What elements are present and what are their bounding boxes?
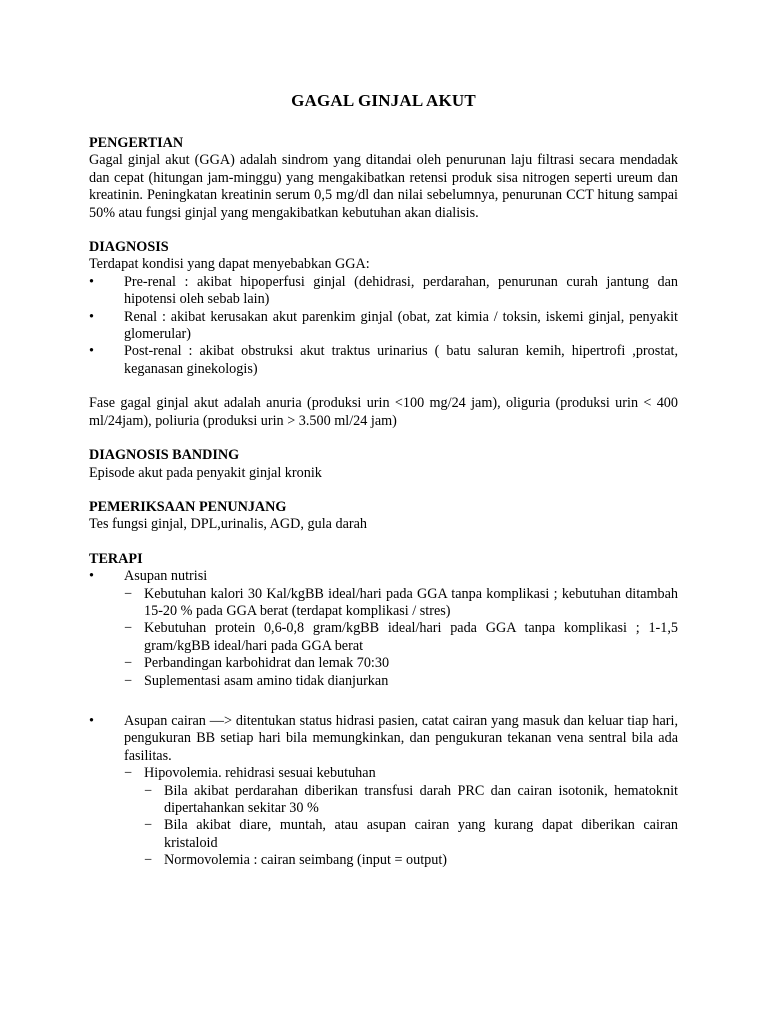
section-terapi [89, 551, 678, 870]
cairan-label: Asupan cairan —> ditentukan status hidrasi pasien, catat cairan yang masuk dan keluar tiap hari, pengukuran BB setiap hari bila memungkinkan, dan pengukuran tekanan vena sentral bila ada fasilitas. [124, 712, 678, 764]
diagnosis-banding-body: Episode akut pada penyakit ginjal kronik [89, 464, 322, 481]
pengertian-body: Gagal ginjal akut (GGA) adalah sindrom yang ditandai oleh penurunan laju filtrasi secara mendadak dan cepat (hitungan jam-minggu) yang mengakibatkan retensi produk sisa nitrogen seperti ureum dan kreatinin. Peningkatan kreatinin serum 0,5 mg/dl dan nilai sebelumnya, penurunan CCT hitung sampai 50% atau fungsi ginjal yang mengakibatkan kebutuhan akan dialisis. [89, 152, 678, 221]
section-pengertian [89, 135, 678, 222]
list-item-hipovolemia [124, 765, 678, 869]
diagnosis-intro: Terdapat kondisi yang dapat menyebabkan GGA: [89, 256, 370, 273]
list-item: − Perbandingan karbohidrat dan lemak 70:30 [124, 655, 678, 672]
cairan-sublist [124, 765, 678, 869]
nutrisi-sublist [124, 586, 678, 690]
diagnosis-list [89, 274, 678, 378]
terapi-list [89, 568, 678, 690]
list-item: • Renal : akibat kerusakan akut parenkim ginjal (obat, zat kimia / toksin, iskemi ginjal, penyakit glomerular) [89, 309, 678, 344]
document-content [89, 90, 678, 887]
pemeriksaan-body: Tes fungsi ginjal, DPL,urinalis, AGD, gula darah [89, 516, 367, 533]
terapi-list-cairan [89, 713, 678, 870]
list-item-nutrisi [89, 568, 678, 690]
diagnosis-fase: Fase gagal ginjal akut adalah anuria (produksi urin <100 mg/24 jam), oliguria (produksi urin < 400 ml/24jam), poliuria (produksi urin > 3.500 ml/24 jam) [89, 395, 678, 429]
heading-pengertian: PENGERTIAN [89, 135, 184, 151]
list-item: − Normovolemia : cairan seimbang (input = output) [144, 852, 678, 869]
heading-diagnosis-banding: DIAGNOSIS BANDING [89, 447, 240, 464]
section-diagnosis-banding [89, 447, 678, 482]
list-item: − Bila akibat diare, muntah, atau asupan cairan yang kurang dapat diberikan cairan kristaloid [144, 817, 678, 852]
list-item: − Kebutuhan kalori 30 Kal/kgBB ideal/hari pada GGA tanpa komplikasi ; kebutuhan ditambah 15-20 % pada GGA berat (terdapat komplikasi / stres) [124, 586, 678, 621]
section-pemeriksaan [89, 499, 678, 534]
nutrisi-label: Asupan nutrisi [124, 568, 208, 585]
heading-pemeriksaan: PEMERIKSAAN PENUNJANG [89, 498, 287, 515]
hipovolemia-sublist [144, 783, 678, 870]
section-diagnosis [89, 239, 678, 430]
list-item-cairan [89, 713, 678, 870]
list-item: − Suplementasi asam amino tidak dianjurkan [124, 673, 678, 690]
hipovolemia-label: Hipovolemia. rehidrasi sesuai kebutuhan [144, 765, 376, 782]
heading-terapi: TERAPI [89, 550, 143, 567]
list-item: • Post-renal : akibat obstruksi akut traktus urinarius ( batu saluran kemih, hipertrofi ,prostat, keganasan ginekologis) [89, 343, 678, 378]
list-item: − Bila akibat perdarahan diberikan transfusi darah PRC dan cairan isotonik, hematoknit dipertahankan sekitar 30 % [144, 783, 678, 818]
list-item: − Kebutuhan protein 0,6-0,8 gram/kgBB ideal/hari pada GGA tanpa komplikasi ; 1-1,5 gram/kgBB ideal/hari pada GGA berat [124, 620, 678, 655]
document-title: GAGAL GINJAL AKUT [291, 91, 476, 110]
list-item: • Pre-renal : akibat hipoperfusi ginjal (dehidrasi, perdarahan, penurunan curah jantung dan hipotensi oleh sebab lain) [89, 274, 678, 309]
heading-diagnosis: DIAGNOSIS [89, 239, 169, 256]
